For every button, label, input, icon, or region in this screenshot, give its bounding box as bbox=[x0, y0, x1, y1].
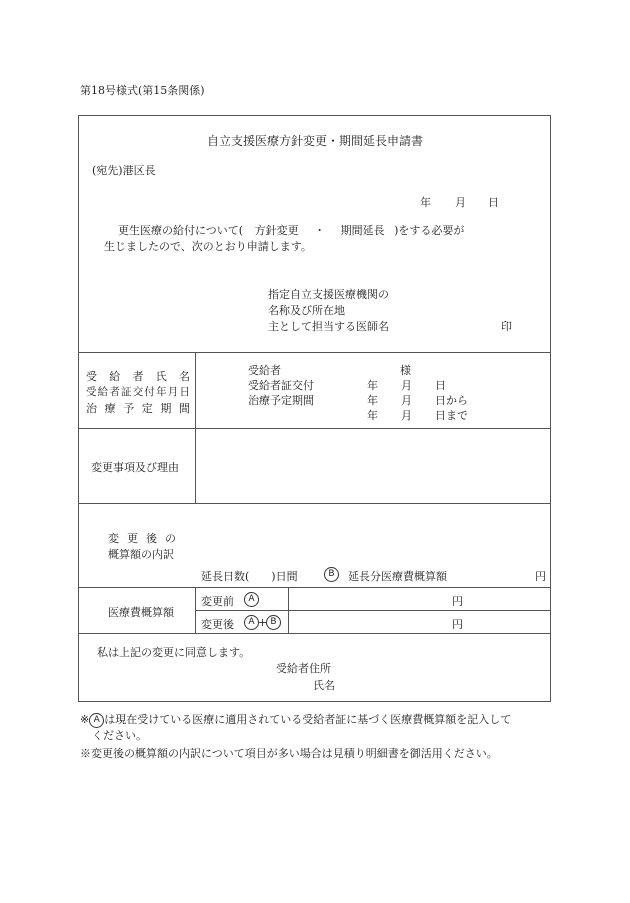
label-treatment-period: 治療予定期間 bbox=[86, 402, 190, 415]
divider bbox=[78, 587, 551, 588]
extension-cost-yen[interactable]: 円 bbox=[535, 570, 546, 583]
cert-issue-label: 受給者証交付 bbox=[248, 379, 314, 392]
date-day[interactable]: 日 bbox=[488, 196, 499, 209]
note-1-cont: ください。 bbox=[92, 729, 147, 742]
note-1 bbox=[80, 711, 511, 728]
address-label: 受給者住所 bbox=[276, 662, 331, 675]
note-2: ※変更後の概算額の内訳について項目が多い場合は見積り明細書を御活用ください。 bbox=[80, 747, 498, 760]
period-start-month[interactable]: 月 bbox=[401, 394, 412, 407]
label-cert-issue-date: 受給者証交付年月日 bbox=[86, 386, 190, 398]
form-number: 第18号様式(第15条関係) bbox=[80, 84, 205, 97]
period-start-day[interactable]: 日から bbox=[435, 394, 468, 407]
option-policy-change[interactable]: 方針変更 bbox=[254, 224, 299, 237]
treatment-period-label: 治療予定期間 bbox=[248, 394, 314, 407]
after-cost-yen[interactable]: 円 bbox=[452, 618, 463, 631]
before-label: 変更前 bbox=[201, 595, 234, 608]
change-reason-field[interactable] bbox=[198, 431, 548, 501]
plus-sign: + bbox=[258, 616, 268, 629]
divider bbox=[288, 587, 289, 633]
cert-year[interactable]: 年 bbox=[367, 379, 378, 392]
option-period-extension[interactable]: 期間延長 bbox=[340, 224, 385, 237]
divider bbox=[195, 610, 551, 611]
before-cost-yen[interactable]: 円 bbox=[452, 595, 463, 608]
cert-day[interactable]: 日 bbox=[435, 379, 446, 392]
divider bbox=[78, 633, 551, 634]
period-end-month[interactable]: 月 bbox=[401, 409, 412, 422]
divider bbox=[78, 428, 551, 429]
institution-line-2: 名称及び所在地 bbox=[268, 304, 345, 317]
extension-days-unit: )日間 bbox=[271, 570, 298, 583]
extension-days[interactable] bbox=[201, 568, 298, 584]
seal-mark: 印 bbox=[501, 320, 512, 333]
circle-b-icon: B bbox=[266, 615, 281, 630]
divider bbox=[78, 503, 551, 504]
estimate-label-1: 変更後の bbox=[108, 532, 184, 545]
circle-a-icon: A bbox=[244, 615, 259, 630]
divider bbox=[78, 352, 551, 353]
request-line-2: 生じましたので、次のとおり申請します。 bbox=[104, 240, 312, 253]
request-line-1 bbox=[118, 222, 464, 238]
estimate-label-2: 概算額の内訳 bbox=[108, 548, 174, 561]
name-label: 氏名 bbox=[313, 679, 335, 692]
period-start-year[interactable]: 年 bbox=[367, 394, 378, 407]
date-year[interactable]: 年 bbox=[420, 196, 431, 209]
divider bbox=[195, 587, 196, 633]
recipient-label: 受給者 bbox=[248, 364, 281, 377]
circle-a-icon: A bbox=[244, 592, 259, 607]
period-end-year[interactable]: 年 bbox=[367, 409, 378, 422]
extension-days-label: 延長日数( bbox=[201, 570, 250, 583]
institution-line-3: 主として担当する医師名 bbox=[268, 320, 389, 333]
cert-month[interactable]: 月 bbox=[401, 379, 412, 392]
institution-line-1: 指定自立支援医療機関の bbox=[268, 288, 389, 301]
option-separator: ・ bbox=[314, 224, 326, 237]
divider bbox=[195, 352, 196, 503]
cost-label: 医療費概算額 bbox=[108, 606, 174, 619]
date-month[interactable]: 月 bbox=[455, 196, 466, 209]
request-text-b: )をする必要が bbox=[394, 224, 465, 237]
extension-cost-label: 延長分医療費概算額 bbox=[348, 570, 447, 583]
circle-b-icon: B bbox=[324, 567, 339, 582]
consent-text: 私は上記の変更に同意します。 bbox=[97, 646, 251, 659]
note-1-text: は現在受けている医療に適用されている受給者証に基づく医療費概算額を記入して bbox=[104, 713, 512, 726]
addressee: (宛先)港区長 bbox=[92, 164, 156, 177]
honorific: 様 bbox=[400, 364, 411, 377]
period-end-day[interactable]: 日まで bbox=[435, 409, 468, 422]
change-reason-label: 変更事項及び理由 bbox=[91, 461, 179, 474]
label-recipient-name: 受給者氏名 bbox=[86, 370, 190, 383]
circle-a-icon: A bbox=[89, 713, 104, 728]
form-title: 自立支援医療方針変更・期間延長申請書 bbox=[206, 134, 423, 148]
request-text-a: 更生医療の給付について( bbox=[118, 224, 244, 237]
after-label: 変更後 bbox=[201, 618, 234, 631]
note-1-prefix: ※ bbox=[80, 713, 90, 726]
